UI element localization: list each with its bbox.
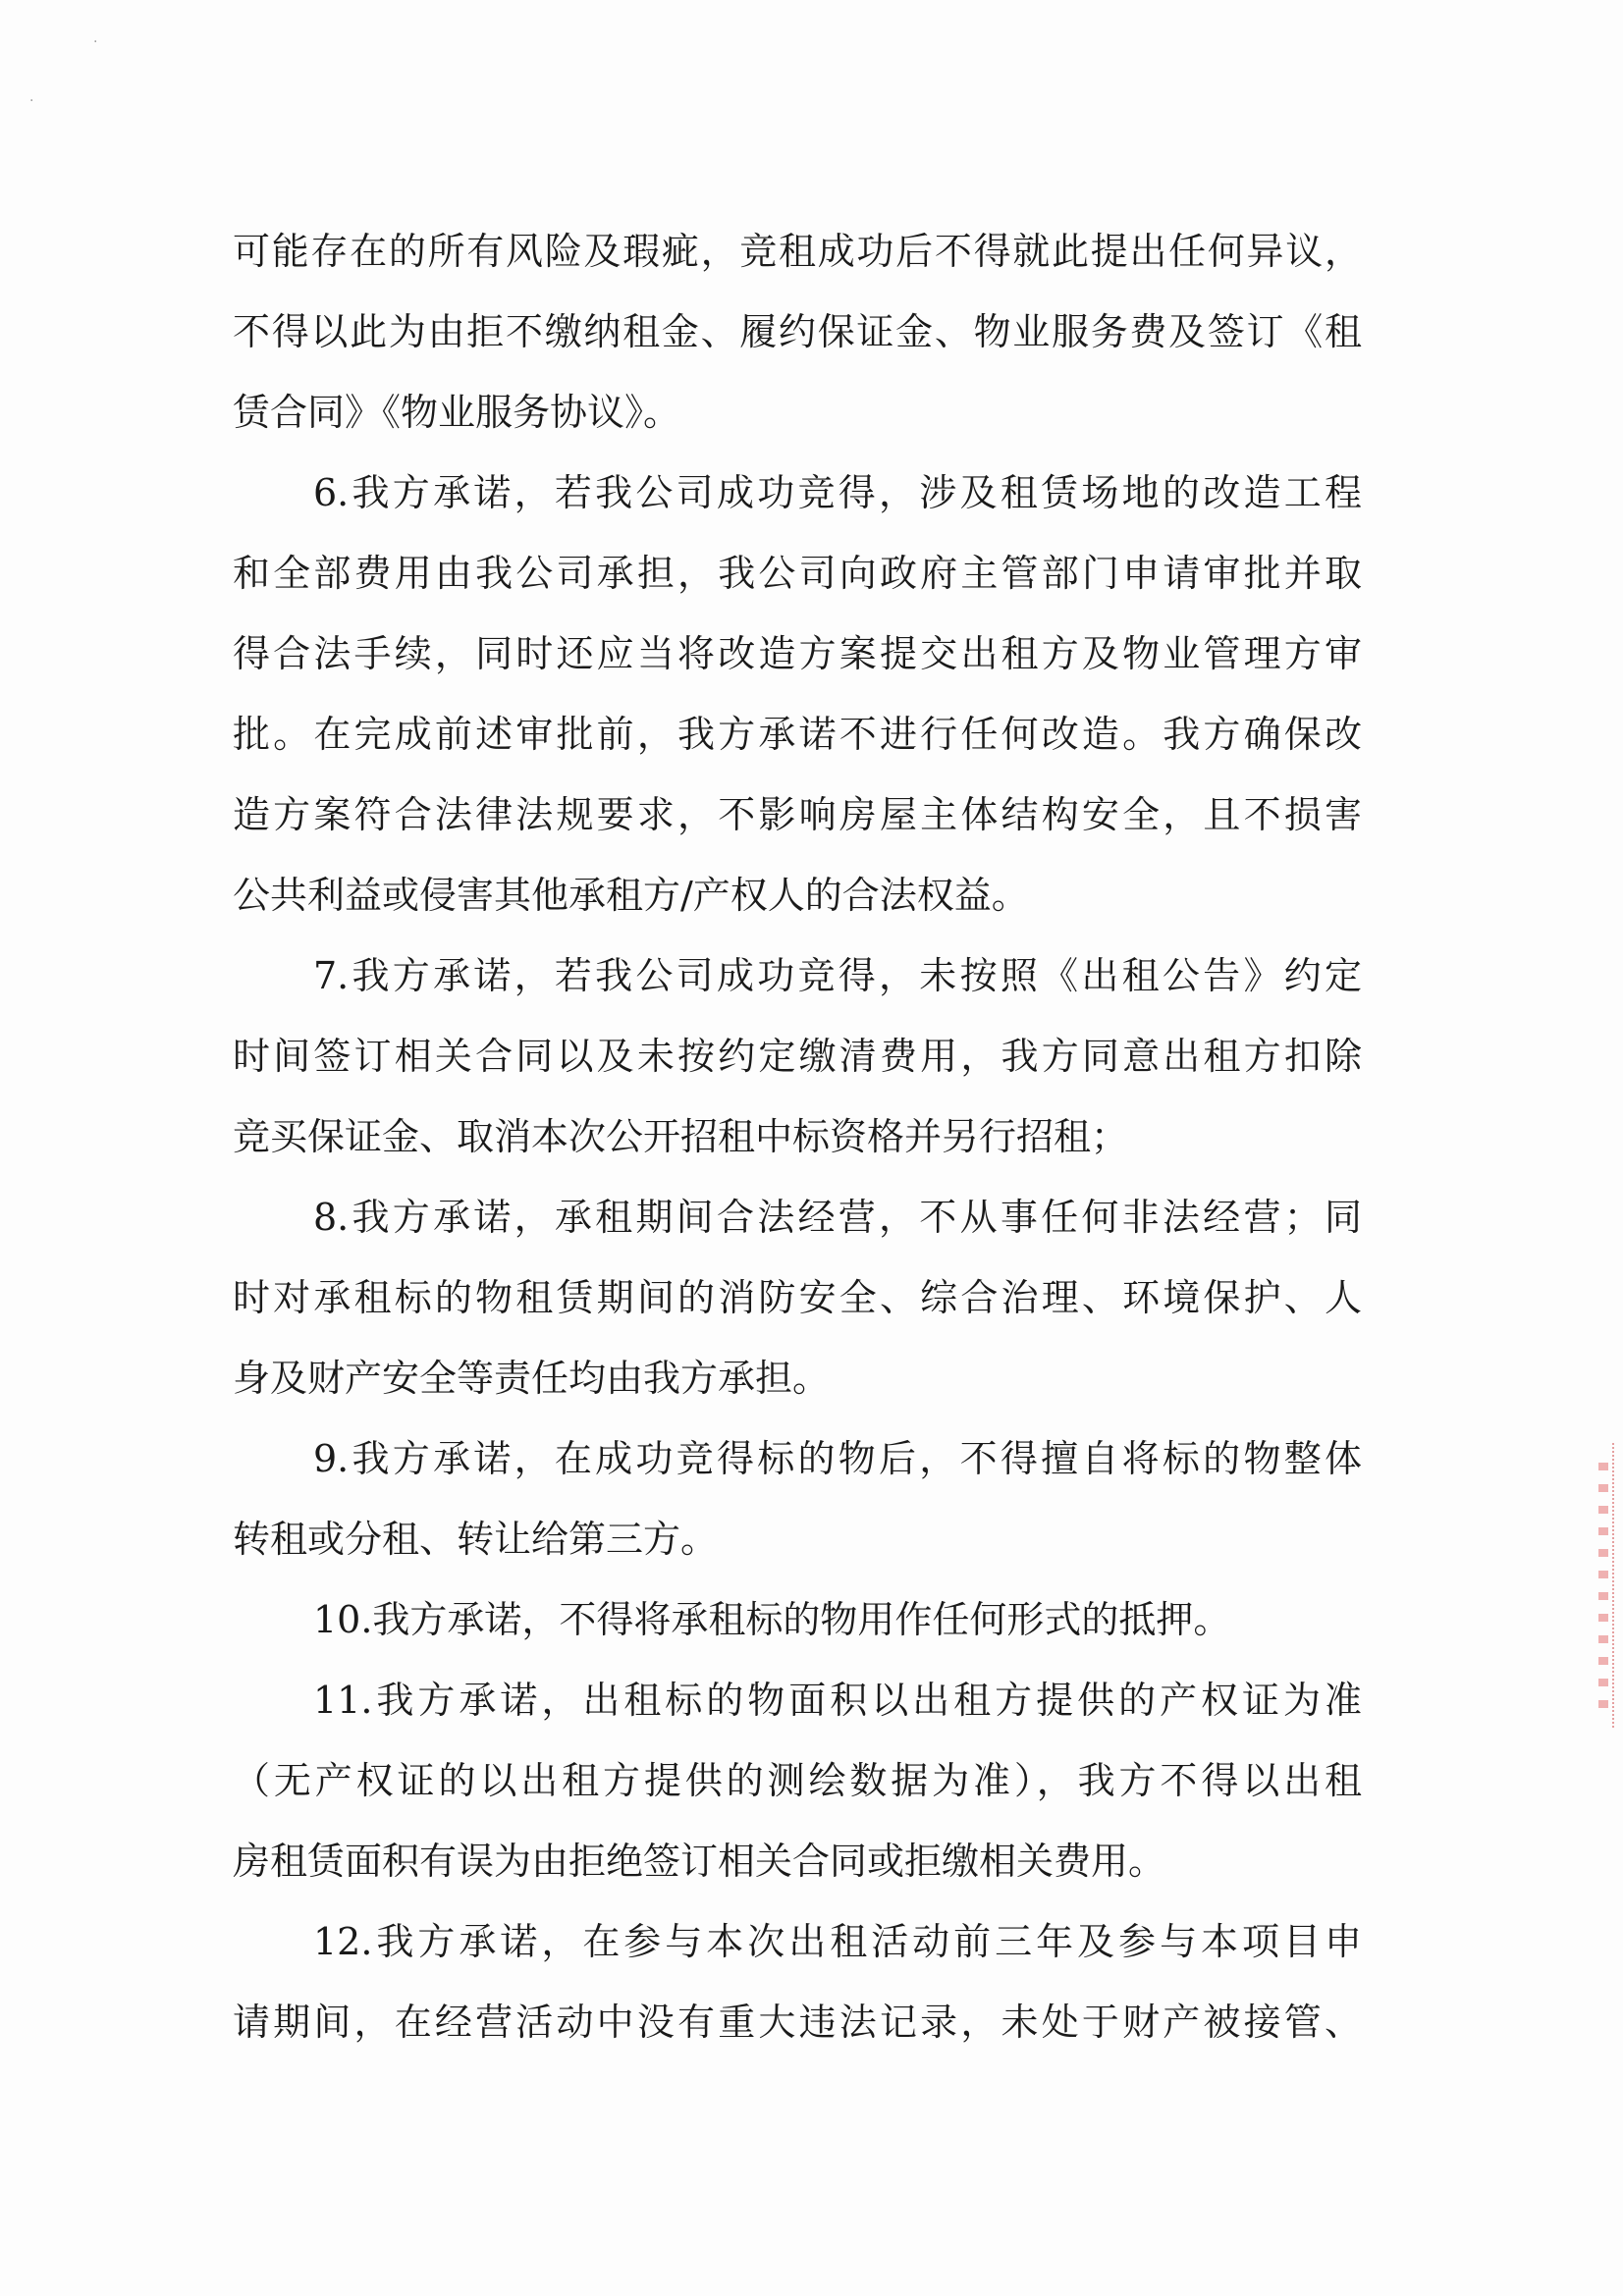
edge-seal-mark [1596,1443,1614,1728]
text-line: 9.我方承诺，在成功竞得标的物后，不得擅自将标的物整体 [313,1437,1362,1480]
text-line: 得合法手续，同时还应当将改造方案提交出租方及物业管理方审 [233,632,1362,675]
text-line: 8.我方承诺，承租期间合法经营，不从事任何非法经营；同 [313,1196,1362,1239]
document-body [233,211,1362,2062]
text-line: 批。在完成前述审批前，我方承诺不进行任何改造。我方确保改 [233,713,1362,756]
text-line: 时间签订相关合同以及未按约定缴清费用，我方同意出租方扣除 [233,1035,1362,1078]
text-line: （无产权证的以出租方提供的测绘数据为准），我方不得以出租 [233,1759,1362,1802]
text-line: 12.我方承诺，在参与本次出租活动前三年及参与本项目申 [313,1920,1362,1963]
text-line: 11.我方承诺，出租标的物面积以出租方提供的产权证为准 [313,1679,1362,1722]
text-line: 竞买保证金、取消本次公开招租中标资格并另行招租； [233,1115,1129,1158]
text-line: 可能存在的所有风险及瑕疵，竞租成功后不得就此提出任何异议， [233,230,1362,273]
text-line: 7.我方承诺，若我公司成功竞得，未按照《出租公告》约定 [313,954,1362,997]
text-line: 和全部费用由我公司承担，我公司向政府主管部门申请审批并取 [233,552,1362,595]
text-line: 身及财产安全等责任均由我方承担。 [233,1357,831,1400]
text-line: 公共利益或侵害其他承租方/产权人的合法权益。 [233,874,1029,917]
text-line: 不得以此为由拒不缴纳租金、履约保证金、物业服务费及签订《租 [233,310,1362,353]
scan-speck: · [29,93,34,109]
text-line: 赁合同》《物业服务协议》。 [233,391,681,434]
text-line: 请期间，在经营活动中没有重大违法记录，未处于财产被接管、 [233,2001,1362,2044]
text-line: 造方案符合法律法规要求，不影响房屋主体结构安全，且不损害 [233,793,1362,836]
text-line: 6.我方承诺，若我公司成功竞得，涉及租赁场地的改造工程 [313,471,1362,514]
scan-speck: · [93,34,98,50]
text-line: 10.我方承诺，不得将承租标的物用作任何形式的抵押。 [313,1598,1231,1641]
text-line: 转租或分租、转让给第三方。 [233,1518,719,1561]
text-line: 房租赁面积有误为由拒绝签订相关合同或拒缴相关费用。 [233,1840,1166,1883]
text-line: 时对承租标的物租赁期间的消防安全、综合治理、环境保护、人 [233,1276,1362,1319]
